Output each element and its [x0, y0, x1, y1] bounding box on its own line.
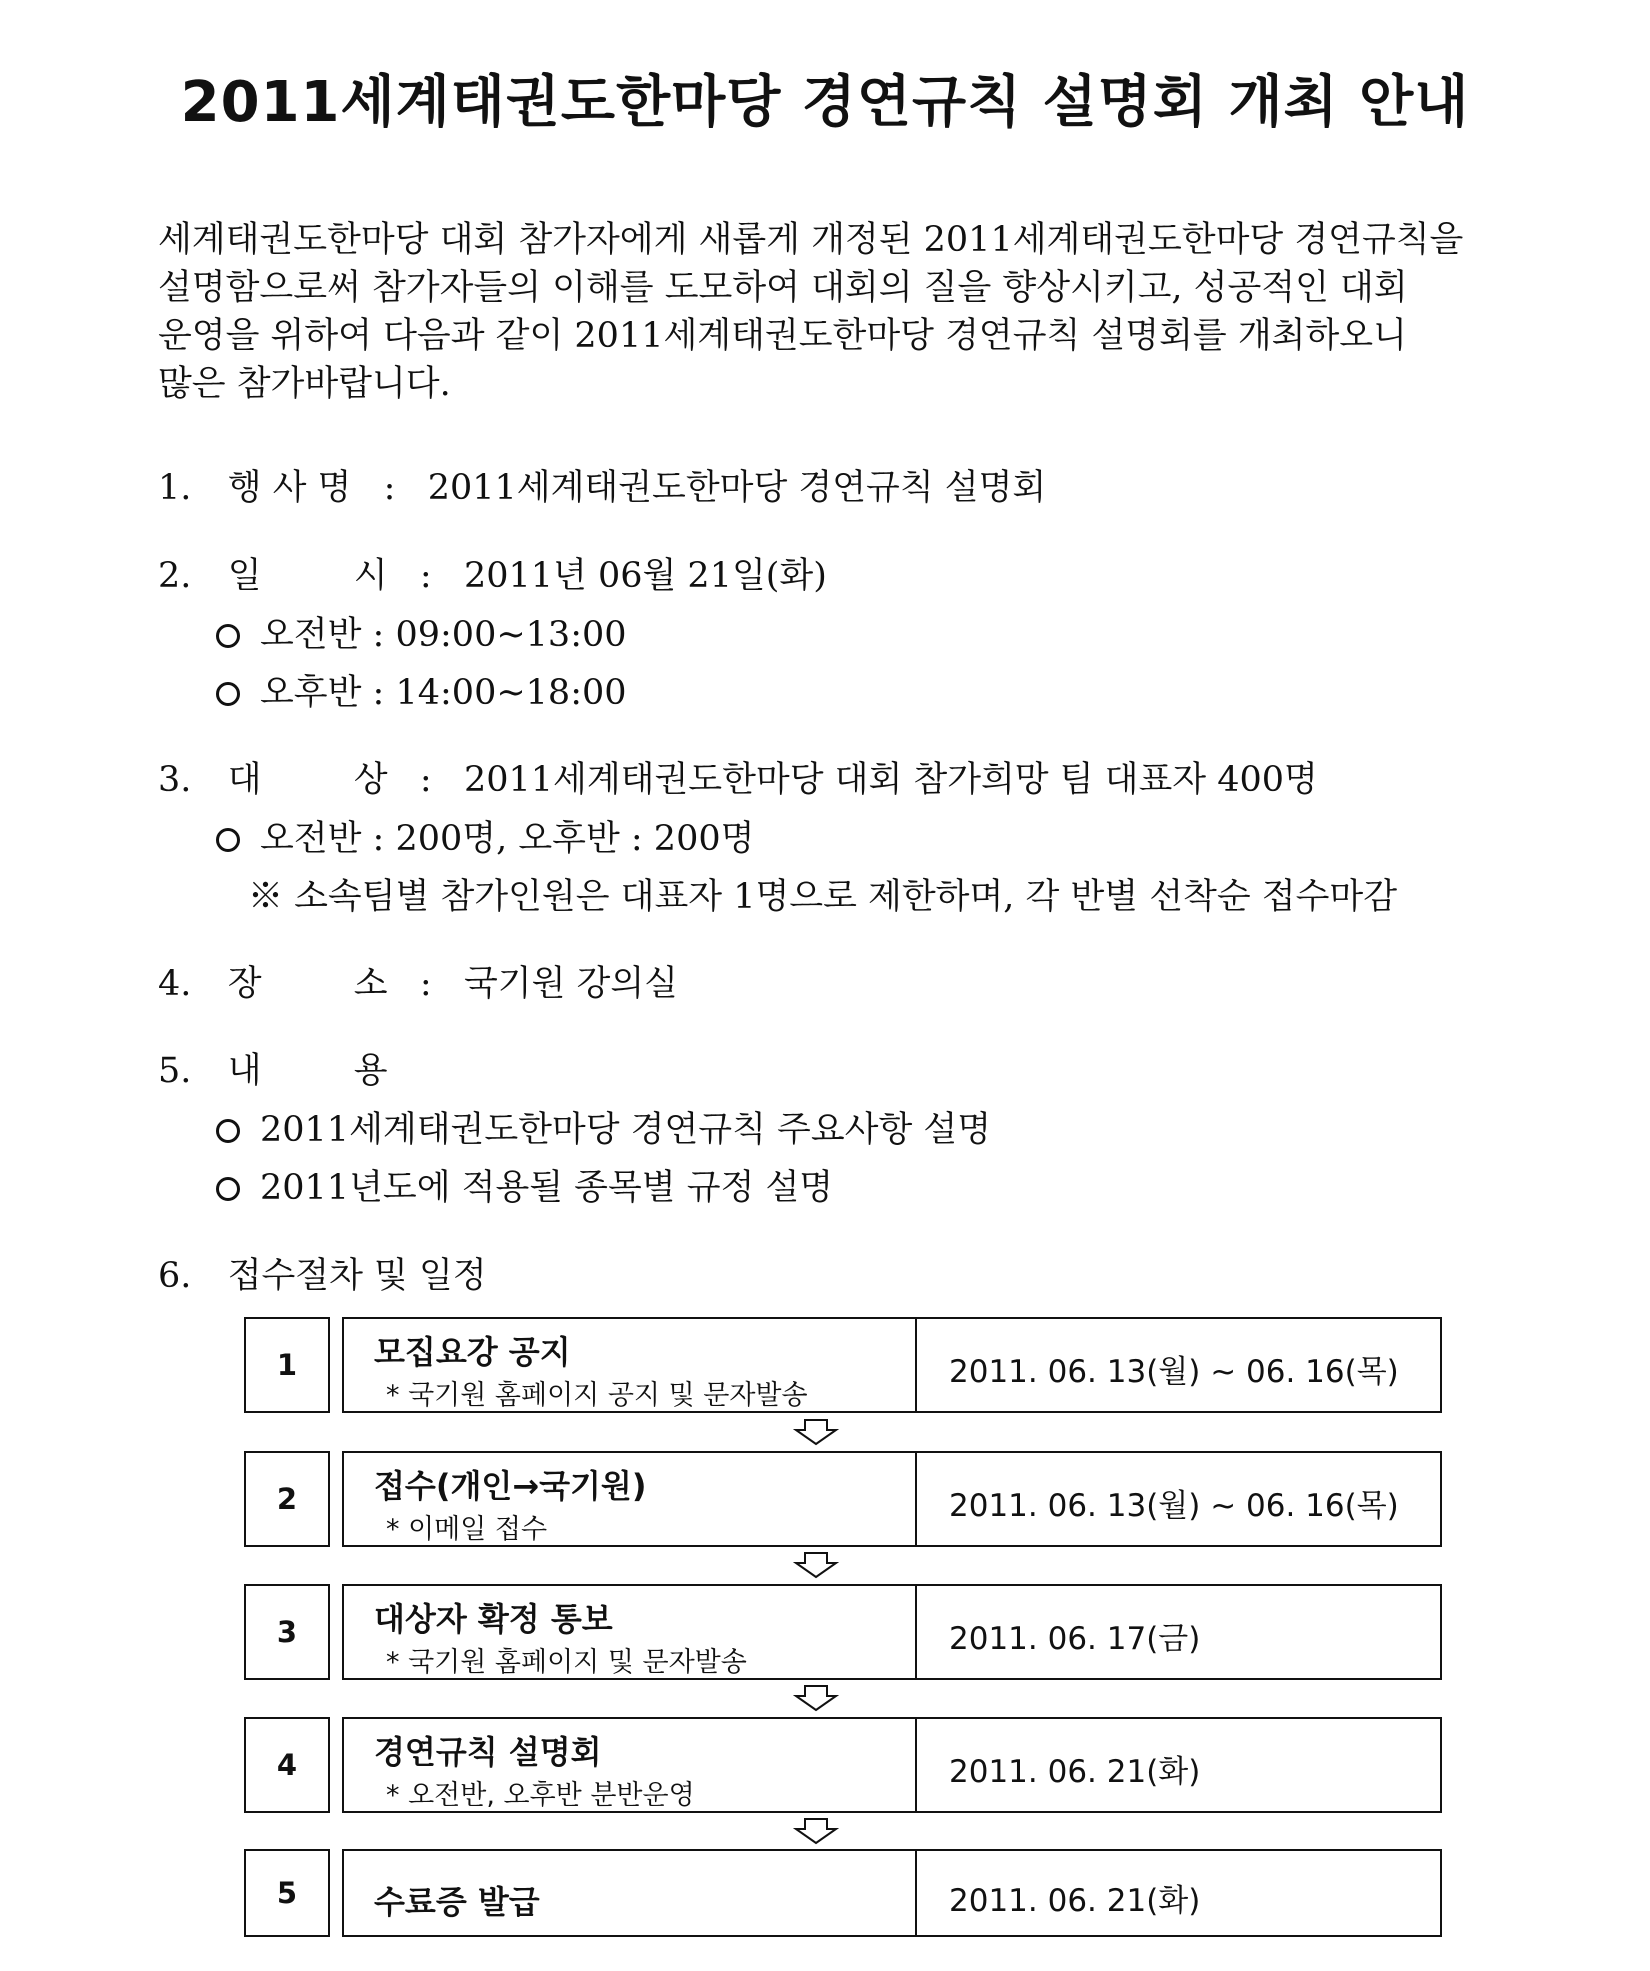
intro-line: 세계태권도한마당 대회 참가자에게 새롭게 개정된 2011세계태권도한마당 경연규칙을 [158, 220, 1464, 260]
step-divider [915, 1319, 917, 1411]
step-number: 2 [244, 1451, 330, 1547]
down-arrow-icon [793, 1817, 839, 1845]
item-number: 6. [158, 1256, 192, 1296]
item-value: 2011세계태권도한마당 대회 참가희망 팀 대표자 400명 [463, 760, 1318, 800]
item-number: 2. [158, 556, 192, 596]
down-arrow-icon [793, 1684, 839, 1712]
step-title: 모집요강 공지 [374, 1333, 571, 1371]
intro-paragraph [158, 216, 1508, 408]
step-title: 경연규칙 설명회 [374, 1733, 602, 1771]
circle-bullet-icon [216, 1119, 240, 1143]
sub-item-text: 2011년도에 적용될 종목별 규정 설명 [260, 1168, 834, 1208]
sub-item-regulations [216, 1166, 833, 1210]
item-label-first: 일 [227, 556, 262, 596]
step-number: 1 [244, 1317, 330, 1413]
item-value: 2011년 06월 21일(화) [463, 556, 827, 596]
item-event-name [158, 466, 1046, 510]
step-divider [915, 1851, 917, 1935]
item-label-second: 상 [353, 760, 388, 800]
sub-item-text: 오전반 : 09:00~13:00 [260, 615, 627, 655]
item-label: 행 사 명 [227, 468, 352, 508]
step-date: 2011. 06. 13(월) ~ 06. 16(목) [949, 1488, 1399, 1524]
step-row [342, 1849, 1442, 1937]
sub-item-text: 오후반 : 14:00~18:00 [260, 673, 627, 713]
step-subtitle: * 이메일 접수 [386, 1514, 548, 1545]
step-date: 2011. 06. 13(월) ~ 06. 16(목) [949, 1354, 1399, 1390]
item-number: 1. [158, 468, 192, 508]
item-place [158, 962, 678, 1006]
down-arrow-icon [793, 1551, 839, 1579]
item-value: 2011세계태권도한마당 경연규칙 설명회 [427, 468, 1047, 508]
step-subtitle: * 오전반, 오후반 분반운영 [386, 1780, 695, 1811]
step-row [342, 1451, 1442, 1547]
circle-bullet-icon [216, 1177, 240, 1201]
step-divider [915, 1453, 917, 1545]
step-subtitle: * 국기원 홈페이지 공지 및 문자발송 [386, 1380, 808, 1411]
item-colon: : [419, 760, 432, 800]
item-label: 접수절차 및 일정 [227, 1256, 487, 1296]
step-row [342, 1317, 1442, 1413]
sub-item-morning [216, 613, 627, 657]
step-date: 2011. 06. 21(화) [949, 1883, 1201, 1919]
item-colon: : [419, 964, 432, 1004]
item-target [158, 758, 1318, 802]
step-number: 3 [244, 1584, 330, 1680]
item-colon: : [383, 468, 396, 508]
item-note: ※ 소속팀별 참가인원은 대표자 1명으로 제한하며, 각 반별 선착순 접수마감 [248, 877, 1398, 917]
step-row [342, 1584, 1442, 1680]
circle-bullet-icon [216, 828, 240, 852]
circle-bullet-icon [216, 682, 240, 706]
intro-line: 운영을 위하여 다음과 같이 2011세계태권도한마당 경연규칙 설명회를 개최하오니 [158, 316, 1407, 356]
step-title: 접수(개인→국기원) [374, 1467, 647, 1505]
step-row [342, 1717, 1442, 1813]
item-number: 4. [158, 964, 192, 1004]
step-title: 대상자 확정 통보 [374, 1600, 613, 1638]
step-subtitle: * 국기원 홈페이지 및 문자발송 [386, 1647, 747, 1678]
sub-item-rules [216, 1108, 991, 1152]
item-datetime [158, 554, 827, 598]
step-title: 수료증 발급 [374, 1883, 540, 1921]
item-value: 국기원 강의실 [463, 964, 678, 1004]
item-label-first: 대 [227, 760, 262, 800]
item-label-second: 시 [353, 556, 388, 596]
circle-bullet-icon [216, 624, 240, 648]
item-label-first: 장 [227, 964, 262, 1004]
item-schedule-heading [158, 1254, 487, 1298]
sub-item-text: 2011세계태권도한마당 경연규칙 주요사항 설명 [260, 1110, 992, 1150]
step-date: 2011. 06. 21(화) [949, 1754, 1201, 1790]
sub-item-afternoon [216, 671, 627, 715]
item-label-first: 내 [227, 1051, 262, 1091]
step-number: 5 [244, 1849, 330, 1937]
step-divider [915, 1719, 917, 1811]
sub-item-text: 오전반 : 200명, 오후반 : 200명 [260, 819, 755, 859]
down-arrow-icon [793, 1418, 839, 1446]
document-title: 2011세계태권도한마당 경연규칙 설명회 개최 안내 [180, 70, 1470, 135]
item-number: 3. [158, 760, 192, 800]
item-colon: : [419, 556, 432, 596]
item-number: 5. [158, 1051, 192, 1091]
step-divider [915, 1586, 917, 1678]
sub-item-quota [216, 817, 754, 861]
intro-line: 설명함으로써 참가자들의 이해를 도모하여 대회의 질을 향상시키고, 성공적인 대회 [158, 268, 1408, 308]
item-content [158, 1049, 388, 1093]
step-number: 4 [244, 1717, 330, 1813]
intro-line: 많은 참가바랍니다. [158, 364, 451, 404]
item-label-second: 소 [353, 964, 388, 1004]
step-date: 2011. 06. 17(금) [949, 1621, 1201, 1657]
item-label-second: 용 [353, 1051, 388, 1091]
